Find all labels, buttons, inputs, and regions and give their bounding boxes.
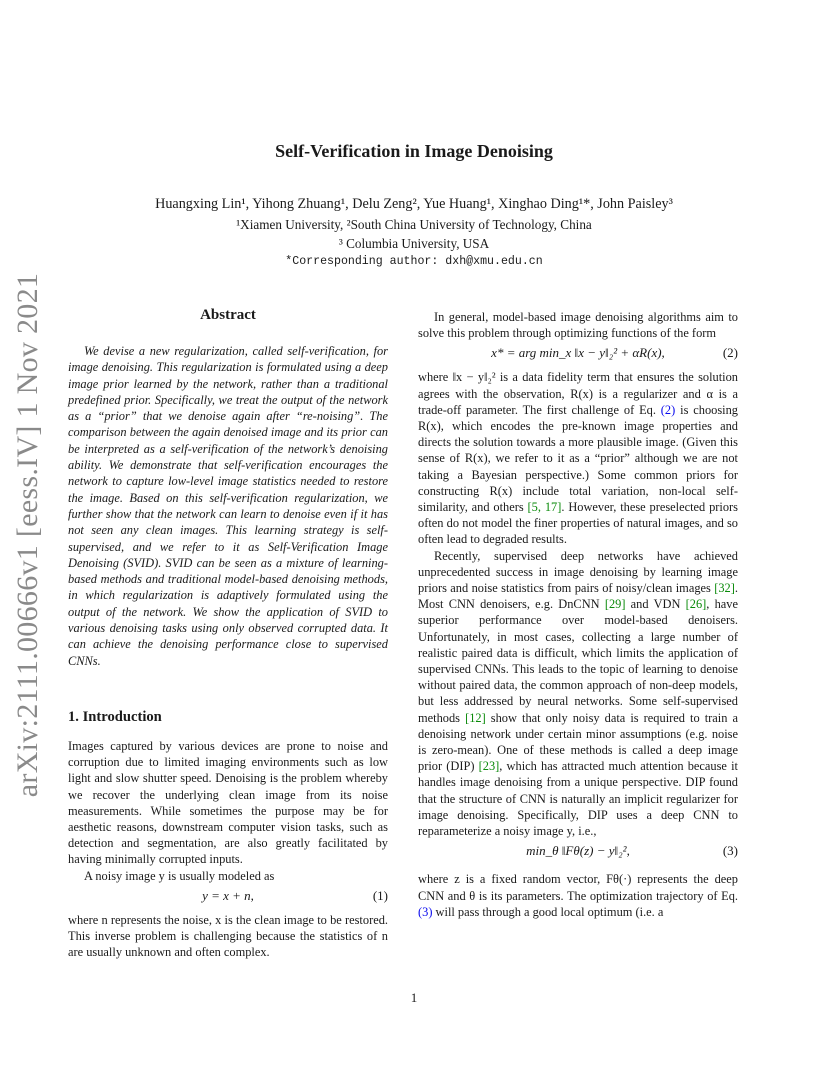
citation-link-26[interactable]: [26] [685, 597, 707, 612]
right-paragraph-3-part-a: Recently, supervised deep networks have achieved unprecedented success in image denoising by learning image priors and noise statistics from pairs of noisy/clean images [418, 548, 738, 596]
equation-1-number: (1) [372, 887, 388, 903]
right-paragraph-1: In general, model-based image denoising algorithms aim to solve this problem through optimizing functions of the form [418, 310, 738, 341]
page-number: 1 [410, 990, 418, 1005]
intro-body-right [418, 309, 738, 920]
equation-2-formula: x* = arg min_x ‖x − y‖₂² + αR(x), [491, 345, 665, 361]
equation-3-formula: min_θ ‖Fθ(z) − y‖₂², [526, 843, 630, 859]
right-paragraph-4 [418, 871, 738, 920]
right-paragraph-2-part-c: . However, these preselected priors often do not model the finer properties of natural images, and so often lead to degraded results. [418, 500, 739, 547]
citation-link-5-17[interactable]: [5, 17] [527, 500, 562, 515]
abstract-text: We devise a new regularization, called self-verification, for image denoising. This regularization is formulated using a deep image prior learned by the network, rather than a traditional predefined prior. Specifically, we treat the output of the network as a “prior” that we denoise again after “re-noising”. The comparison between the again denoised image and its prior can be interpreted as a self-verification of the network’s denoising ability. We demonstrate that self-verification encourages the network to capture low-level image statistics needed to restore the image. Based on this self-verification regularization, we further show that the network can learn to denoise even if it has not seen any clean images. This learning strategy is self-supervised, and we refer to it as Self-Verification Image Denoising (SVID). SVID can be seen as a mixture of learning-based methods and traditional model-based denoising methods, in which regularization is adaptively formulated using the output of the network. We show the application of SVID to various denoising tasks using only observed corrupted data. It can achieve the denoising performance close to supervised CNNs. [68, 344, 388, 668]
right-paragraph-2-part-a: where ‖x − y‖₂² is a data fidelity term that ensures the solution agrees with the observation, R(x) is a regularizer and α is a trade-off parameter. The first challenge of Eq. [418, 370, 738, 417]
right-paragraph-3-part-c: and VDN [625, 597, 686, 612]
intro-body-left [68, 738, 388, 960]
equation-1 [68, 884, 388, 912]
right-paragraph-4-part-b: will pass through a good local optimum (i.e. a [432, 904, 664, 919]
citation-link-32[interactable]: [32] [714, 581, 735, 596]
abstract-heading: Abstract [200, 307, 256, 323]
equation-2-reference-link[interactable]: (2) [660, 402, 676, 417]
equation-2-number: (2) [722, 345, 738, 361]
equation-1-formula: y = x + n, [202, 887, 254, 903]
equation-3-number: (3) [722, 843, 738, 859]
section-heading-introduction: 1. Introduction [68, 709, 162, 725]
equation-3 [418, 839, 738, 871]
right-paragraph-2 [418, 369, 738, 547]
equation-3-reference-link[interactable]: (3) [418, 904, 433, 919]
arxiv-id: arXiv:2111.00666v1 [eess.IV] 1 Nov 2021 [11, 272, 44, 798]
intro-paragraph-2: A noisy image y is usually modeled as [84, 868, 275, 883]
citation-link-29[interactable]: [29] [604, 597, 626, 612]
citation-link-23[interactable]: [23] [478, 759, 500, 774]
intro-paragraph-1: Images captured by various devices are prone to noise and corruption due to limited imaging environments such as low light and slow shutter speed. Denoising is the problem whereby we recover the underlying clean image from its noise measurements. While sometimes the purpose may be for aesthetic reasons, downstream computer vision tasks, such as detection and segmentation, are also greatly facilitated by having minimally corrupted inputs. [68, 739, 388, 867]
equation-2 [418, 341, 738, 369]
paper-title: Self-Verification in Image Denoising [275, 141, 553, 161]
intro-paragraph-3: where n represents the noise, x is the clean image to be restored. This inverse problem is challenging because the statistics of n are usually unknown and often complex. [68, 912, 388, 960]
right-paragraph-3-part-d: , have superior performance over model-based denoisers. Unfortunately, in most cases, collecting a large number of realistic paired data is difficult, which limits the application of supervised CNNs. This leads to the topic of learning to denoise without paired data, the common approach of non-deep models, but less addressed by neural networks. Some self-supervised methods [418, 597, 739, 725]
arxiv-sidebar-stamp [6, 272, 50, 798]
right-paragraph-3-part-b: . Most CNN denoisers, e.g. DnCNN [418, 581, 738, 612]
right-paragraph-3 [418, 548, 738, 840]
corresponding-author: *Corresponding author: dxh@xmu.edu.cn [285, 255, 543, 268]
affiliation-line-2: ³ Columbia University, USA [338, 236, 490, 251]
citation-link-12[interactable]: [12] [465, 710, 486, 725]
right-paragraph-3-part-e: show that only noisy data is required to train a denoising network under certain minor assumptions (e.g. noise is zero-mean). One of these methods is called a deep image prior (DIP) [418, 710, 738, 774]
right-paragraph-2-part-b: is choosing R(x), which encodes the pre-known image properties and directs the solution towards a more plausible image. (Given this sense of R(x), we refer to it as a “prior” although we are not taking a Bayesian perspective.) Some common priors for constructing R(x) include total variation, non-local self-similarity, and others [418, 402, 738, 515]
author-list: Huangxing Lin¹, Yihong Zhuang¹, Delu Zeng², Yue Huang¹, Xinghao Ding¹*, John Paisley³ [155, 196, 673, 212]
affiliation-line-1: ¹Xiamen University, ²South China University of Technology, China [236, 217, 592, 232]
right-paragraph-3-part-f: , which has attracted much attention because it handles image denoising from a unique perspective. DIP found that the structure of CNN is naturally an implicit regularizer for image denoising. Specifically, DIP uses a deep CNN to reparameterize a noisy image y, i.e., [418, 759, 738, 839]
right-paragraph-4-part-a: where z is a fixed random vector, Fθ(·) represents the deep CNN and θ is its parameters. The optimization trajectory of Eq. [418, 872, 738, 903]
